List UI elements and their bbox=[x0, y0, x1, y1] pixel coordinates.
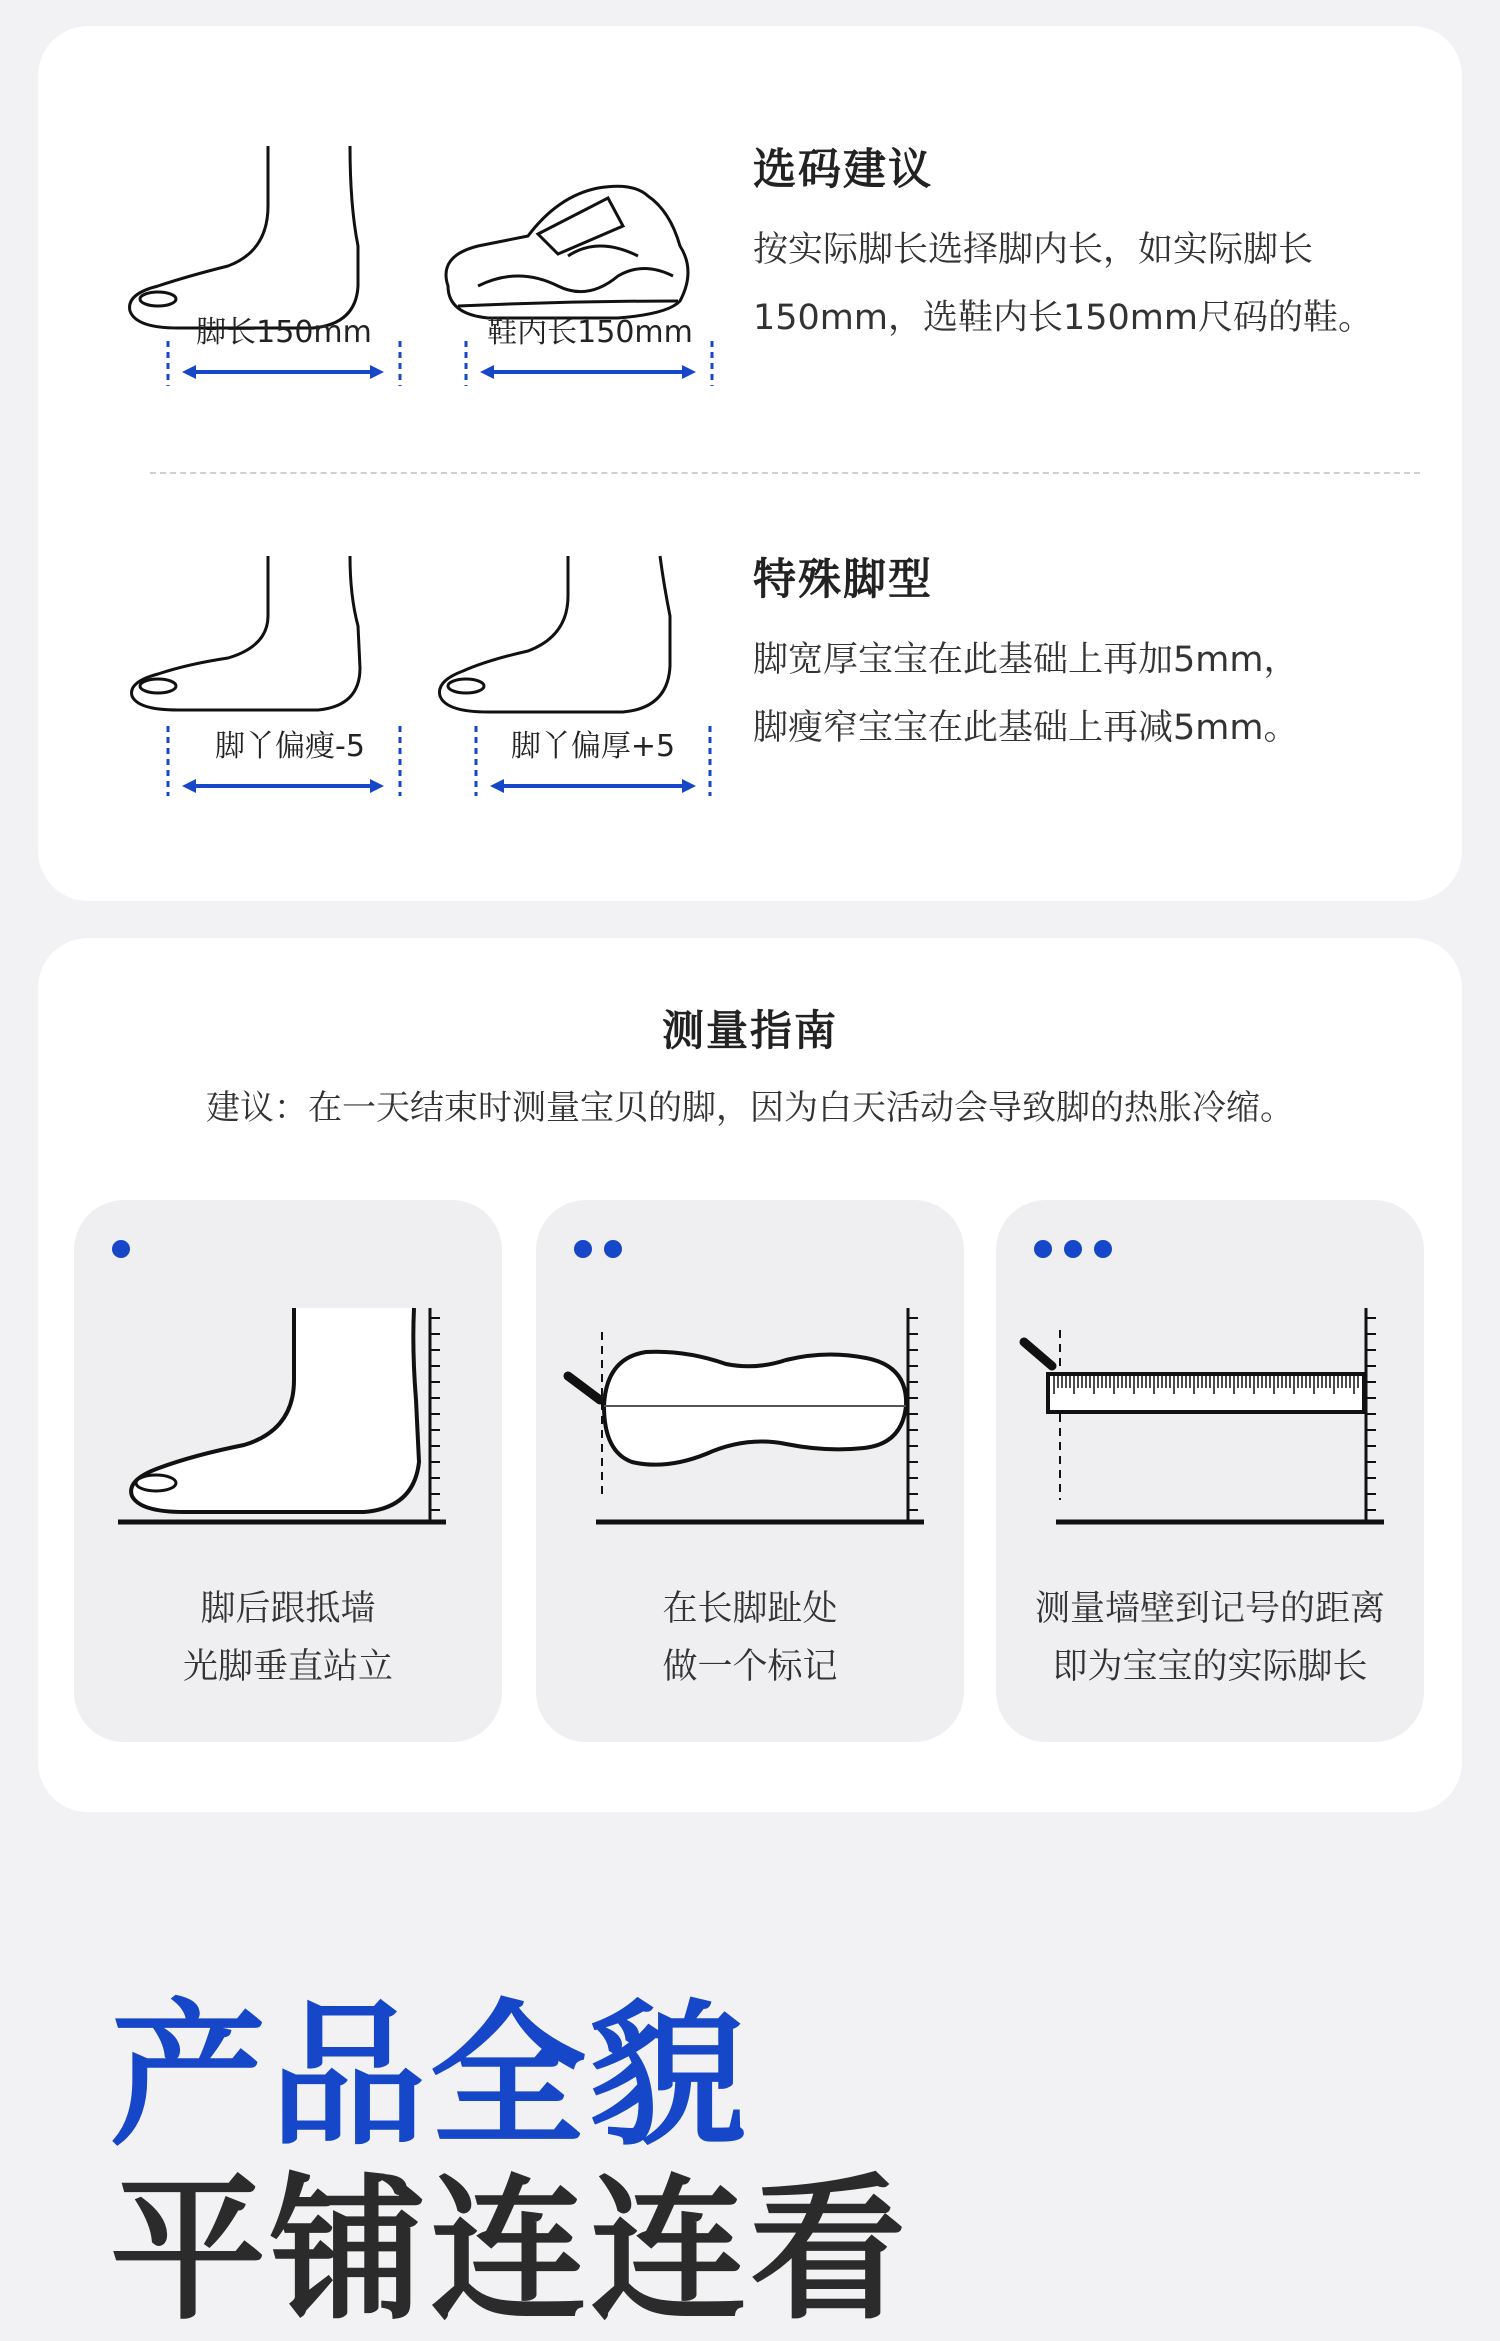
foot-length-illustration bbox=[118, 136, 438, 396]
size-advice-line-1: 按实际脚长选择脚内长，如实际脚长 bbox=[753, 230, 1314, 270]
step-1-caption bbox=[74, 1580, 502, 1696]
guide-step-3 bbox=[996, 1200, 1424, 1742]
guide-step-2 bbox=[536, 1200, 964, 1742]
size-advice-line-2: 150mm，选鞋内长150mm尺码的鞋。 bbox=[753, 298, 1373, 338]
heel-against-wall-illustration bbox=[74, 1200, 502, 1560]
special-feet-line-2: 脚瘦窄宝宝在此基础上再减5mm。 bbox=[753, 708, 1299, 748]
shoe-inner-length-illustration bbox=[418, 136, 738, 396]
step-2-caption bbox=[536, 1580, 964, 1696]
size-advice-title: 选码建议 bbox=[753, 145, 933, 195]
foot-length-label: 脚长150mm bbox=[196, 315, 372, 350]
thick-foot-label: 脚丫偏厚+5 bbox=[510, 729, 676, 764]
headline-line-1: 产品全貌 bbox=[110, 1985, 750, 2167]
step-2-caption-line-2: 做一个标记 bbox=[662, 1647, 838, 1687]
guide-step-1 bbox=[74, 1200, 502, 1742]
step-3-caption-line-2: 即为宝宝的实际脚长 bbox=[1052, 1647, 1368, 1687]
step-3-caption-line-1: 测量墙壁到记号的距离 bbox=[1034, 1589, 1385, 1629]
shoe-inner-length-label: 鞋内长150mm bbox=[487, 315, 693, 350]
step-3-caption bbox=[996, 1580, 1424, 1696]
special-feet-title: 特殊脚型 bbox=[753, 555, 933, 605]
step-1-caption-line-1: 脚后跟抵墙 bbox=[200, 1589, 376, 1629]
section-divider bbox=[150, 472, 1420, 474]
step-2-caption-line-1: 在长脚趾处 bbox=[662, 1589, 838, 1629]
measure-distance-illustration bbox=[996, 1200, 1424, 1560]
thin-foot-illustration bbox=[118, 546, 438, 806]
headline-line-2: 平铺连连看 bbox=[110, 2159, 910, 2341]
thin-foot-label: 脚丫偏瘦-5 bbox=[215, 729, 365, 764]
size-advice-card bbox=[38, 26, 1462, 901]
step-1-caption-line-2: 光脚垂直站立 bbox=[182, 1647, 393, 1687]
mark-toe-illustration bbox=[536, 1200, 964, 1560]
guide-title: 测量指南 bbox=[661, 1006, 838, 1055]
guide-subtitle: 建议：在一天结束时测量宝贝的脚，因为白天活动会导致脚的热胀冷缩。 bbox=[206, 1088, 1294, 1128]
measurement-guide-card bbox=[38, 938, 1462, 1812]
thick-foot-illustration bbox=[428, 546, 748, 806]
special-feet-line-1: 脚宽厚宝宝在此基础上再加5mm， bbox=[753, 640, 1299, 680]
